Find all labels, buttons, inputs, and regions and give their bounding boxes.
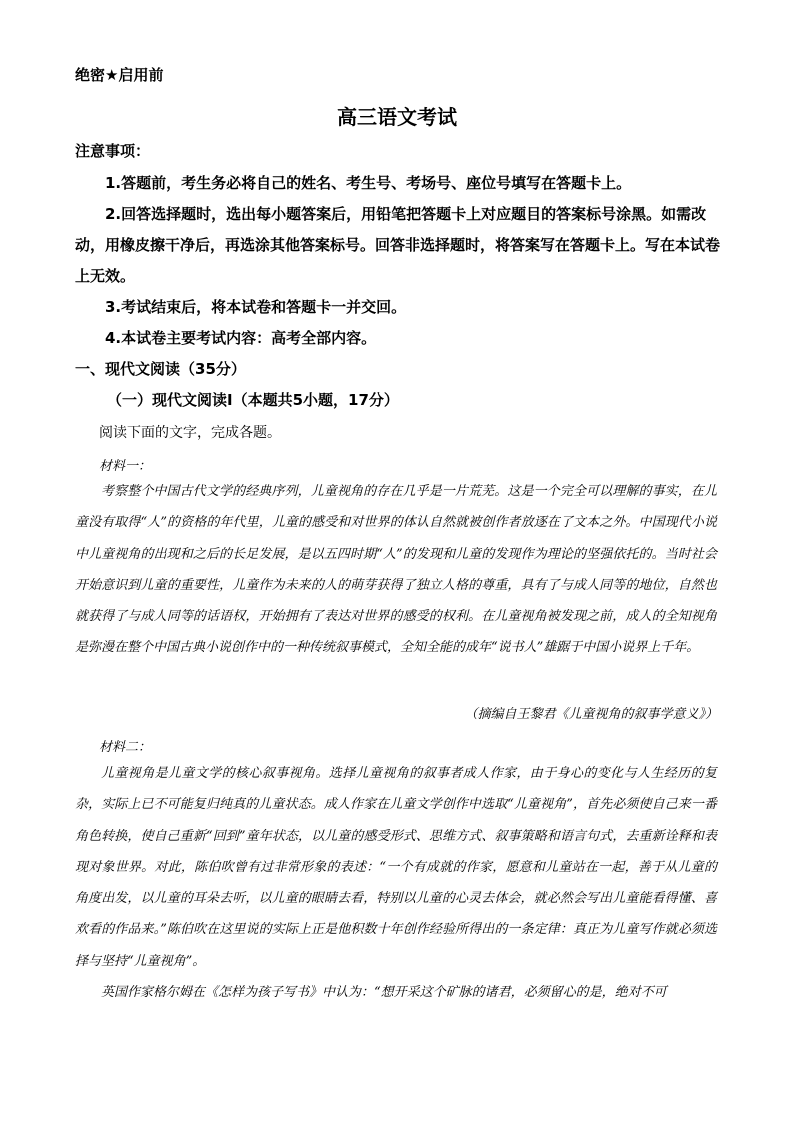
page-title: 高三语文考试: [337, 105, 457, 129]
notice-heading: 注意事项：: [75, 142, 151, 160]
material2-paragraph: 英国作家格尔姆在《怎样为孩子写书》中认为：“想开采这个矿脉的诸君，必须留心的是，绝对不可: [101, 985, 667, 1001]
section-heading: 一、现代文阅读（35分）: [75, 360, 246, 378]
notice-item: 4.本试卷主要考试内容：高考全部内容。: [105, 329, 377, 347]
material1-label: 材料一：: [99, 459, 152, 474]
reading-instruction: 阅读下面的文字，完成各题。: [99, 425, 281, 441]
material2-label: 材料二：: [99, 740, 152, 755]
material2-paragraph: 儿童视角是儿童文学的核心叙事视角。选择儿童视角的叙事者成人作家，由于身心的变化与人生经历的复杂，实际上已不可能复归纯真的儿童状态。成人作家在儿童文学创作中选取“儿童视角”，首先必须使自己来一番角色转换，使自己重新“回到”童年状态，以儿童的感受形式、思维方式、叙事策略和语言句式，去重新诠释和表现对象世界。对此，陈伯吹曾有过非常形象的表述：“一个有成就的作家，愿意和儿童站在一起，善于从儿童的角度出发，以儿童的耳朵去听，以儿童的眼睛去看，特别以儿童的心灵去体会，就必然会写出儿童能看得懂、喜欢看的作品来。”陈伯吹在这里说的实际上正是他积数十年创作经验所得出的一条定律：真正为儿童写作就必须选择与坚持“儿童视角”。: [75, 766, 717, 969]
notice-item: 1.答题前，考生务必将自己的姓名、考生号、考场号、座位号填写在答题卡上。: [105, 174, 632, 192]
secret-label: 绝密★启用前: [75, 66, 164, 84]
subsection-heading: （一）现代文阅读Ⅰ（本题共5小题，17分）: [107, 391, 399, 409]
notice-item: 3.考试结束后，将本试卷和答题卡一并交回。: [105, 298, 407, 316]
notice-list: [75, 168, 727, 354]
material1-source: （摘编自王黎君《儿童视角的叙事学意义》）: [464, 707, 718, 722]
notice-item: 2.回答选择题时，选出每小题答案后，用铅笔把答题卡上对应题目的答案标号涂黑。如需改动，用橡皮擦干净后，再选涂其他答案标号。回答非选择题时，将答案写在答题卡上。写在本试卷上无效。: [75, 205, 721, 285]
material1-paragraph: 考察整个中国古代文学的经典序列，儿童视角的存在几乎是一片荒芜。这是一个完全可以理解的事实，在儿童没有取得“人”的资格的年代里，儿童的感受和对世界的体认自然就被创作者放逐在了文本之外。中国现代小说中儿童视角的出现和之后的长足发展，是以五四时期“人”的发现和儿童的发现作为理论的坚强依托的。当时社会开始意识到儿童的重要性，儿童作为未来的人的萌芽获得了独立人格的尊重，具有了与成人同等的地位，自然也就获得了与成人同等的话语权，开始拥有了表达对世界的感受的权利。在儿童视角被发现之前，成人的全知视角是弥漫在整个中国古典小说创作中的一种传统叙事模式，全知全能的成年“说书人”雄踞于中国小说界上千年。: [75, 484, 717, 656]
material1-body: [75, 476, 717, 664]
material2-body: [75, 758, 717, 1008]
